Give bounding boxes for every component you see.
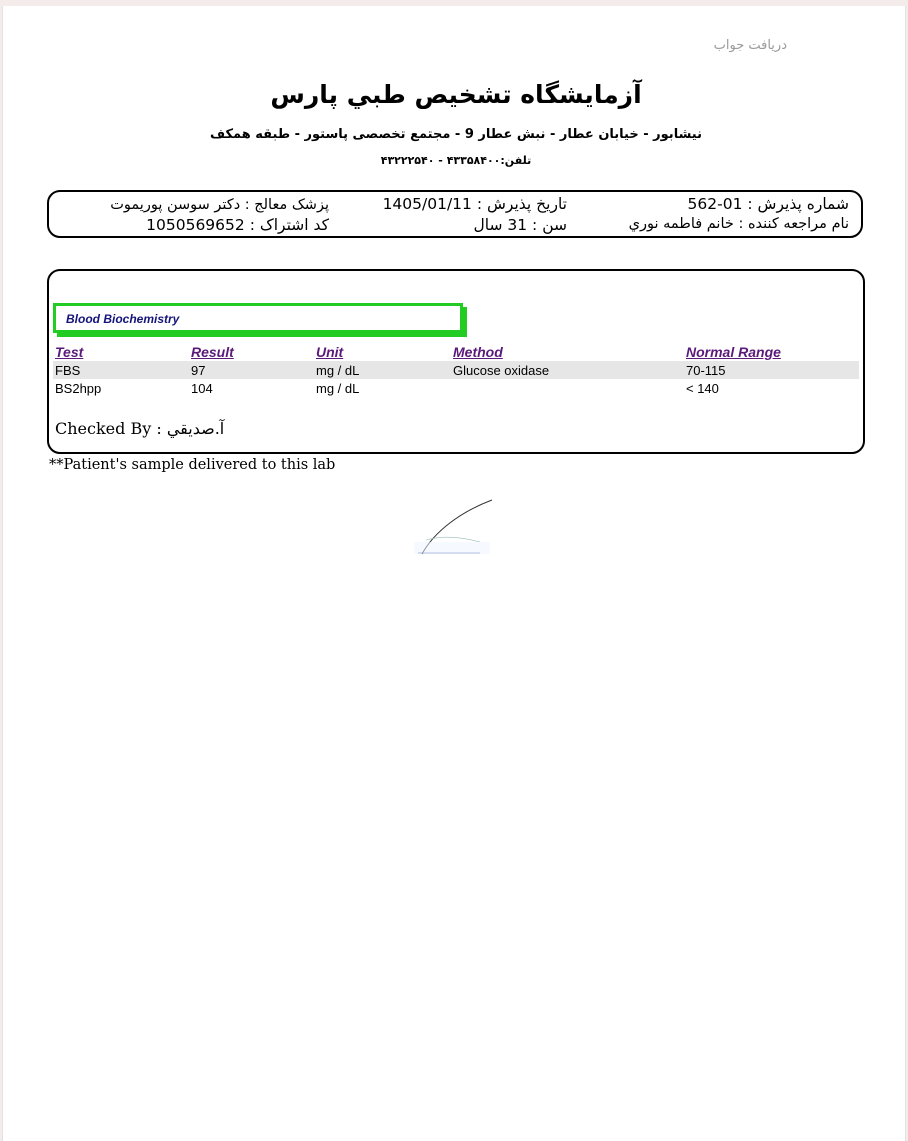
column-header-test: Test — [55, 344, 84, 360]
section-header — [53, 303, 463, 333]
section-title: Blood Biochemistry — [66, 312, 180, 326]
test-unit: mg / dL — [316, 363, 360, 378]
test-normal-range: < 140 — [686, 381, 719, 396]
patient-info-box — [47, 190, 863, 238]
test-result: 104 — [191, 381, 213, 396]
patient-name: نام مراجعه کننده : خانم فاطمه نوري — [628, 216, 849, 232]
column-header-normal-range: Normal Range — [686, 344, 781, 360]
checked-by: Checked By : آ.صديقي — [55, 419, 225, 438]
results-box — [47, 269, 865, 454]
table-row — [53, 361, 859, 379]
sample-footnote: **Patient's sample delivered to this lab — [49, 457, 336, 473]
lab-address: نیشابور - خیابان عطار - نبش عطار 9 - مجتمع تخصصی پاستور - طبقه همکف — [209, 127, 702, 142]
admission-date: تاریخ پذیرش : 1405/01/11 — [382, 195, 567, 213]
test-method: Glucose oxidase — [453, 363, 550, 378]
column-header-method: Method — [453, 344, 503, 360]
report-page — [2, 6, 906, 1141]
lab-name: آزمایشگاه تشخیص طبي پارس — [270, 80, 642, 109]
receive-result-link[interactable]: دریافت جواب — [713, 38, 787, 53]
subscription-code: کد اشتراک : 1050569652 — [146, 216, 329, 234]
column-header-result: Result — [191, 344, 234, 360]
table-row — [53, 379, 859, 397]
lab-phone: تلفن:۴۳۳۵۸۴۰۰ - ۴۳۲۲۲۵۴۰ — [380, 154, 532, 167]
admission-number: شماره پذیرش : 01-562 — [687, 195, 849, 213]
patient-age: سن : 31 سال — [473, 216, 567, 234]
test-normal-range: 70-115 — [686, 363, 726, 378]
column-header-unit: Unit — [316, 344, 344, 360]
test-name: FBS — [55, 363, 81, 378]
test-unit: mg / dL — [316, 381, 360, 396]
physician: پزشک معالج : دکتر سوسن پوریموت — [110, 197, 329, 213]
test-name: BS2hpp — [55, 381, 102, 396]
signature-stamp — [410, 498, 500, 560]
test-result: 97 — [191, 363, 206, 378]
